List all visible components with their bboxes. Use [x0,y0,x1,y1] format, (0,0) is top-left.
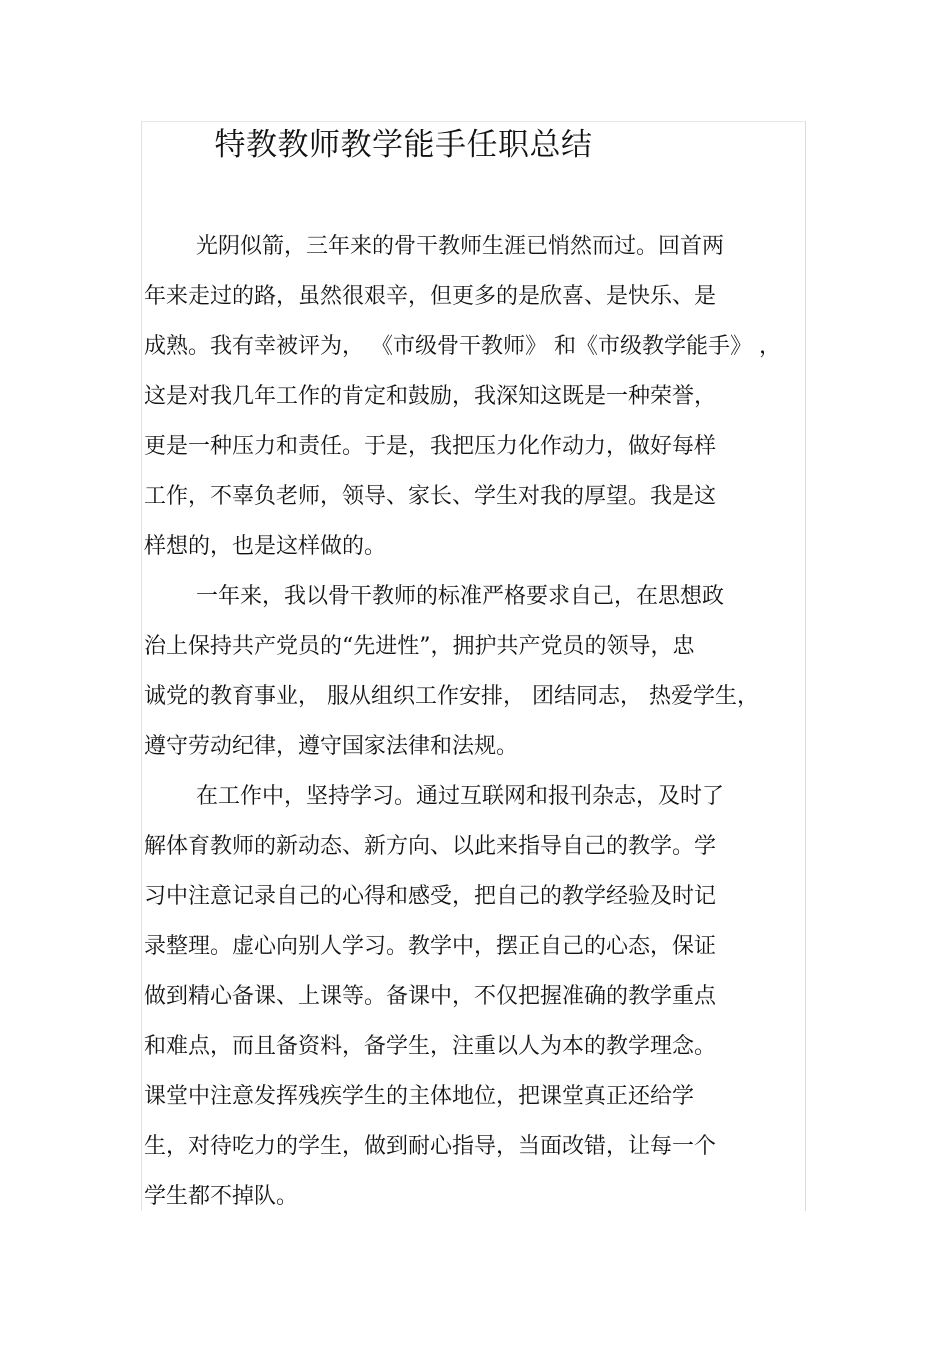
paragraph-line: 学生都不掉队。 [144,1184,299,1209]
paragraph-line: 录整理。虚心向别人学习。教学中，摆正自己的心态，保证 [144,934,717,959]
paragraph-line: 做到精心备课、上课等。备课中，不仅把握准确的教学重点 [144,984,717,1009]
paragraph-line: 光阴似箭，三年来的骨干教师生涯已悄然而过。回首两 [196,234,725,259]
paragraph-line: 诚党的教育事业， 服从组织工作安排， 团结同志， 热爱学生， [144,684,759,709]
paragraph-line: 样想的，也是这样做的。 [144,534,387,559]
paragraph-line: 和难点，而且备资料，备学生，注重以人为本的教学理念。 [144,1034,717,1059]
paragraph-line: 解体育教师的新动态、新方向、以此来指导自己的教学。学 [144,834,717,859]
paragraph-line: 生，对待吃力的学生，做到耐心指导，当面改错，让每一个 [144,1134,717,1159]
document-title: 特教教师教学能手任职总结 [214,127,593,163]
paragraph-line: 年来走过的路，虽然很艰辛，但更多的是欣喜、是快乐、是 [144,284,717,309]
paragraph-line: 成熟。我有幸被评为， 《市级骨干教师》 和《市级教学能手》 ， [144,334,781,359]
paragraph-line: 在工作中，坚持学习。通过互联网和报刊杂志，及时了 [196,784,725,809]
paragraph-line: 遵守劳动纪律，遵守国家法律和法规。 [144,734,519,759]
paragraph-line: 一年来，我以骨干教师的标准严格要求自己，在思想政 [196,584,725,609]
paragraph-line: 治上保持共产党员的“先进性”，拥护共产党员的领导，忠 [144,634,695,659]
paragraph-line: 工作，不辜负老师，领导、家长、学生对我的厚望。我是这 [144,484,717,509]
paragraph-line: 更是一种压力和责任。于是，我把压力化作动力，做好每样 [144,434,717,459]
paragraph-line: 习中注意记录自己的心得和感受，把自己的教学经验及时记 [144,884,717,909]
paragraph-line: 课堂中注意发挥残疾学生的主体地位，把课堂真正还给学 [144,1084,695,1109]
paragraph-line: 这是对我几年工作的肯定和鼓励，我深知这既是一种荣誉， [144,384,717,409]
